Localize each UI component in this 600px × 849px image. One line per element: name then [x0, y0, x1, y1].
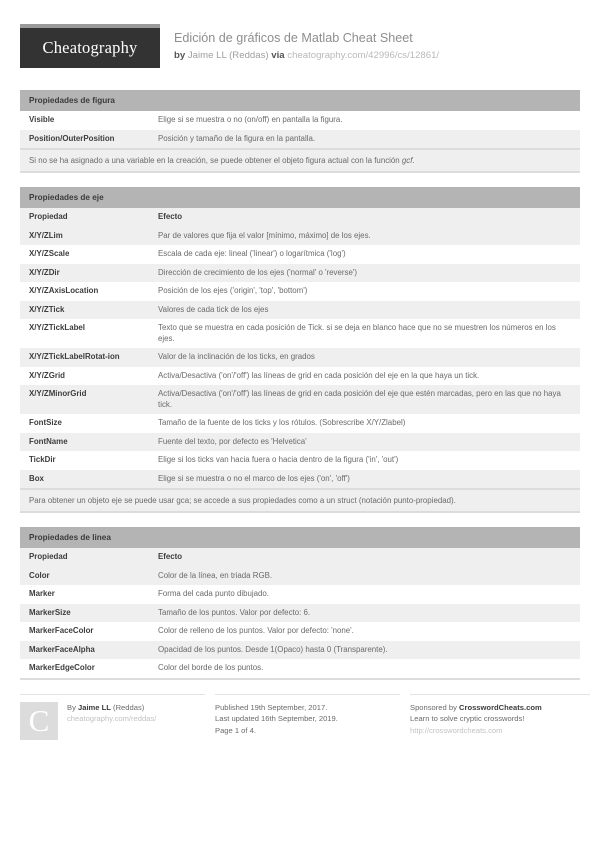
property-description: Escala de cada eje: lineal ('linear') o logarítmica ('log') [149, 245, 580, 264]
byline-by-label: by [174, 50, 186, 61]
table-row [20, 470, 580, 489]
property-description: Color del borde de los puntos. [149, 659, 580, 678]
footer-author-url[interactable]: cheatography.com/reddas/ [67, 714, 157, 723]
section-note [20, 488, 580, 511]
section-block [20, 527, 580, 680]
table-row [20, 264, 580, 283]
property-description: Color de la línea, en triada RGB. [149, 567, 580, 586]
table-row [20, 433, 580, 452]
section-title: Propiedades de figura [20, 90, 580, 111]
section-title: Propiedades de eje [20, 187, 580, 208]
table-row [20, 348, 580, 367]
section-block [20, 90, 580, 173]
property-name: X/Y/ZAxisLocation [20, 282, 149, 301]
column-header-effect: Efecto [149, 548, 580, 567]
footer-author-line [67, 702, 156, 714]
table-row [20, 641, 580, 660]
footer-published: Published 19th September, 2017. [215, 702, 328, 712]
property-name: MarkerFaceAlpha [20, 641, 149, 660]
property-description: Tamaño de los puntos. Valor por defecto: 6. [149, 604, 580, 623]
table-row [20, 659, 580, 678]
note-code-term: gcf [401, 156, 413, 165]
column-header-property: Propiedad [20, 548, 149, 567]
header-text-group [160, 24, 439, 63]
table-row [20, 451, 580, 470]
property-description: Activa/Desactiva ('on'/'off') las líneas de grid en cada posición del eje en la que haya un tick. [149, 367, 580, 386]
footer-sponsor-url[interactable]: http://crosswordcheats.com [410, 725, 503, 735]
property-name: MarkerSize [20, 604, 149, 623]
property-description: Forma del cada punto dibujado. [149, 585, 580, 604]
byline-via-label: via [271, 50, 285, 61]
property-name: MarkerFaceColor [20, 622, 149, 641]
property-name: Color [20, 567, 149, 586]
property-table [20, 111, 580, 148]
property-name: X/Y/ZMinorGrid [20, 385, 149, 414]
property-name: Box [20, 470, 149, 489]
footer-author-column [20, 694, 205, 740]
footer-sponsor-line [410, 702, 590, 714]
property-name: Marker [20, 585, 149, 604]
property-description: Elige si se muestra o no el marco de los ejes ('on', 'off') [149, 470, 580, 489]
section-block [20, 187, 580, 513]
table-row [20, 622, 580, 641]
property-description: Par de valores que fija el valor [mínimo, máximo] de los ejes. [149, 227, 580, 246]
table-row [20, 585, 580, 604]
page-header [20, 24, 580, 76]
property-description: Opacidad de los puntos. Desde 1(Opaco) hasta 0 (Transparente). [149, 641, 580, 660]
footer-sponsor-label: Sponsored by [410, 702, 457, 712]
property-name: Position/OuterPosition [20, 130, 149, 149]
property-description: Valores de cada tick de los ejes [149, 301, 580, 320]
footer-author-handle: (Reddas) [113, 702, 145, 712]
table-row [20, 367, 580, 386]
byline-author[interactable]: Jaime LL (Reddas) [187, 50, 269, 61]
footer-updated: Last updated 16th September, 2019. [215, 714, 338, 723]
table-row [20, 130, 580, 149]
property-name: FontName [20, 433, 149, 452]
property-description: Activa/Desactiva ('on'/'off') las líneas de grid en cada posición del eje que estén marcadas, pero en las que no haya tick. [149, 385, 580, 414]
property-description: Fuente del texto, por defecto es 'Helvetica' [149, 433, 580, 452]
footer-author-name[interactable]: Jaime LL [78, 702, 111, 712]
property-name: FontSize [20, 414, 149, 433]
footer-avatar: C [20, 702, 58, 740]
page-footer [20, 694, 580, 740]
column-header-property: Propiedad [20, 208, 149, 227]
property-description: Elige si se muestra o no (on/off) en pantalla la figura. [149, 111, 580, 130]
page-title: Edición de gráficos de Matlab Cheat Sheet [174, 31, 413, 45]
byline [174, 49, 439, 63]
table-row [20, 227, 580, 246]
footer-by-label: By [67, 702, 76, 712]
property-description: Texto que se muestra en cada posición de Tick. si se deja en blanco hace que no se muestren los números en los ejes. [149, 319, 580, 348]
property-name: TickDir [20, 451, 149, 470]
column-header-effect: Efecto [149, 208, 580, 227]
property-description: Elige si los ticks van hacia fuera o hacia dentro de la figura ('in', 'out') [149, 451, 580, 470]
property-name: X/Y/ZTick [20, 301, 149, 320]
table-row [20, 567, 580, 586]
note-text-tail: . [412, 156, 415, 165]
property-name: X/Y/ZDir [20, 264, 149, 283]
cheatography-logo[interactable] [20, 24, 160, 68]
table-row [20, 385, 580, 414]
property-description: Posición de los ejes ('origin', 'top', 'bottom') [149, 282, 580, 301]
table-header-row [20, 548, 580, 567]
property-description: Color de relleno de los puntos. Valor por defecto: 'none'. [149, 622, 580, 641]
section-note [20, 148, 580, 171]
property-name: X/Y/ZGrid [20, 367, 149, 386]
table-row [20, 604, 580, 623]
footer-sponsor-column [410, 694, 590, 740]
property-table [20, 208, 580, 488]
property-description: Tamaño de la fuente de los ticks y los rótulos. (Sobrescribe X/Y/Zlabel) [149, 414, 580, 433]
footer-author-info [67, 702, 156, 740]
footer-sponsor-tagline: Learn to solve cryptic crosswords! [410, 714, 525, 723]
property-description: Posición y tamaño de la figura en la pantalla. [149, 130, 580, 149]
table-row [20, 301, 580, 320]
property-name: MarkerEdgeColor [20, 659, 149, 678]
table-header-row [20, 208, 580, 227]
footer-page-number: Page 1 of 4. [215, 725, 256, 735]
property-name: X/Y/ZLim [20, 227, 149, 246]
table-row [20, 414, 580, 433]
property-description: Dirección de crecimiento de los ejes ('normal' o 'reverse') [149, 264, 580, 283]
note-text: Si no se ha asignado a una variable en la creación, se puede obtener el objeto figura actual con la función [29, 156, 402, 165]
footer-dates-column [215, 694, 400, 740]
table-row [20, 111, 580, 130]
property-name: X/Y/ZTickLabelRotat-ion [20, 348, 149, 367]
byline-source-url[interactable]: cheatography.com/42996/cs/12861/ [287, 50, 440, 61]
table-row [20, 319, 580, 348]
table-row [20, 245, 580, 264]
note-text: Para obtener un objeto eje se puede usar gca; se accede a sus propiedades como a un struct (notación punto-propiedad). [29, 496, 456, 505]
sections-container [20, 90, 580, 680]
logo-text: Cheatography [20, 28, 160, 68]
property-name: Visible [20, 111, 149, 130]
property-table [20, 548, 580, 678]
footer-sponsor-name[interactable]: CrosswordCheats.com [459, 702, 542, 712]
property-description: Valor de la inclinación de los ticks, en grados [149, 348, 580, 367]
table-row [20, 282, 580, 301]
section-title: Propiedades de linea [20, 527, 580, 548]
property-name: X/Y/ZScale [20, 245, 149, 264]
property-name: X/Y/ZTickLabel [20, 319, 149, 348]
